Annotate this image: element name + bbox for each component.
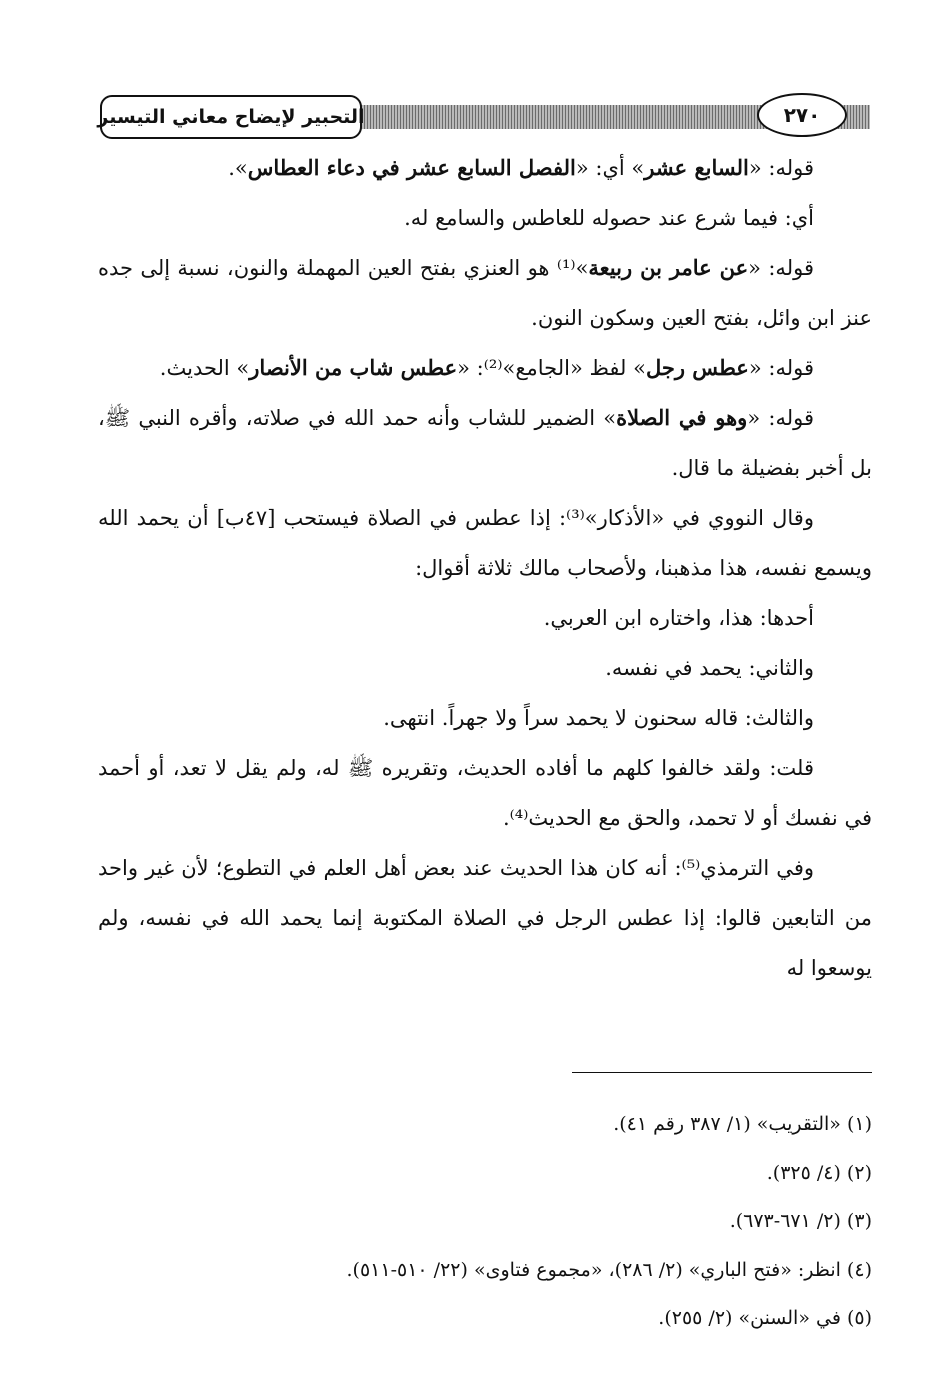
text-run: » لفظ «الجامع»⁽²⁾: «	[457, 356, 646, 380]
main-text	[98, 143, 872, 993]
paragraph	[98, 343, 872, 393]
paragraph	[98, 143, 872, 193]
text-run: وقال النووي في «الأذكار»⁽³⁾: إذا عطس في الصلاة فيستحب [٤٧ب] أن يحمد الله ويسمع نفسه، هذا مذهبنا، ولأصحاب مالك ثلاثة أقوال:	[98, 506, 872, 580]
footnote: (٤) انظر: «فتح الباري» (٢/ ٢٨٦)، «مجموع فتاوى» (٢٢/ ٥١٠-٥١١).	[346, 1258, 872, 1281]
quoted-lemma: الفصل السابع عشر في دعاء العطاس	[247, 155, 576, 180]
footnote: (٢) (٤/ ٣٢٥).	[766, 1161, 872, 1184]
text-run: أي: فيما شرع عند حصوله للعاطس والسامع له.	[404, 206, 814, 230]
text-run: »⁽¹⁾ هو العنزي بفتح العين المهملة والنون، نسبة إلى جده عنز ابن وائل، بفتح العين وسكون النون.	[98, 256, 872, 330]
page-header	[97, 93, 870, 143]
paragraph	[98, 693, 872, 743]
text-run: » أي: «	[575, 156, 645, 180]
text-run: ».	[228, 156, 248, 180]
text-run: وفي الترمذي⁽⁵⁾: أنه كان هذا الحديث عند بعض أهل العلم في التطوع؛ لأن غير واحد من التابعين قالوا: إذا عطس الرجل في الصلاة المكتوبة إنما يحمد الله في نفسه، ولم يوسعوا له	[98, 856, 872, 980]
paragraph	[98, 493, 872, 593]
text-run: » الحديث.	[159, 356, 250, 380]
footnotes	[98, 1100, 872, 1343]
footnote: (٣) (٢/ ٦٧١-٦٧٣).	[729, 1210, 872, 1232]
text-run: قوله: «	[748, 256, 814, 280]
paragraph	[98, 393, 872, 493]
book-title: التحبير لإيضاح معاني التيسير	[100, 95, 362, 139]
quoted-lemma: عطس رجل	[645, 355, 749, 380]
footnote: (١) «التقريب» (١/ ٣٨٧ رقم ٤١).	[613, 1113, 872, 1135]
text-run: قوله: «	[748, 156, 814, 180]
quoted-lemma: عن عامر بن ربيعة	[588, 255, 749, 280]
paragraph	[98, 843, 872, 993]
text-run: والثاني: يحمد في نفسه.	[605, 656, 814, 680]
footnote-separator	[572, 1072, 872, 1073]
paragraph	[98, 243, 872, 343]
paragraph	[98, 743, 872, 843]
text-run: أحدها: هذا، واختاره ابن العربي.	[543, 606, 814, 630]
text-run: والثالث: قاله سحنون لا يحمد سراً ولا جهراً. انتهى.	[383, 706, 814, 730]
paragraph	[98, 593, 872, 643]
quoted-lemma: السابع عشر	[644, 155, 749, 180]
text-run: قلت: ولقد خالفوا كلهم ما أفاده الحديث، وتقريره ﷺ له، ولم يقل لا تعد، أو أحمد في نفسك أو لا تحمد، والحق مع الحديث⁽⁴⁾.	[98, 756, 872, 830]
footnote: (٥) في «السنن» (٢/ ٢٥٥).	[658, 1307, 872, 1329]
text-run: قوله: «	[747, 406, 814, 430]
paragraph	[98, 193, 872, 243]
quoted-lemma: عطس شاب من الأنصار	[249, 355, 458, 380]
paragraph	[98, 643, 872, 693]
text-run: قوله: «	[748, 356, 814, 380]
page-number: ٢٧٠	[757, 93, 847, 137]
quoted-lemma: وهو في الصلاة	[616, 405, 748, 430]
text-run: » الضمير للشاب وأنه حمد الله في صلاته، وأقره النبي ﷺ، بل أخبر بفضيلة ما قال.	[98, 406, 872, 480]
